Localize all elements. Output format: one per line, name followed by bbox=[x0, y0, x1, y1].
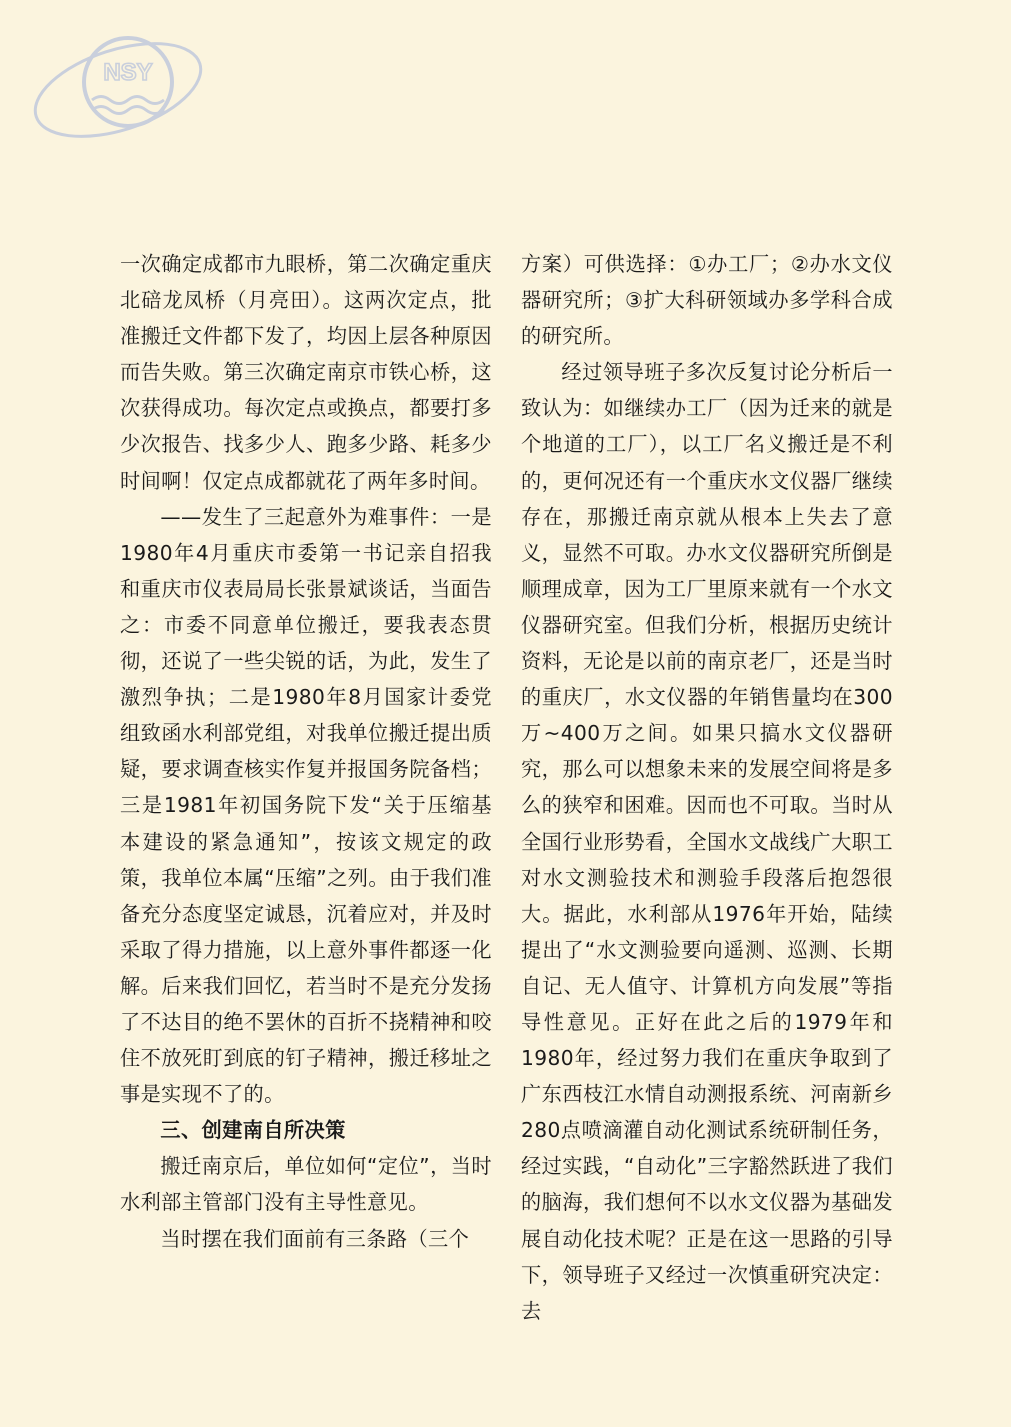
logo-text: NSY bbox=[103, 59, 153, 86]
paragraph: 当时摆在我们面前有三条路（三个 bbox=[160, 1226, 470, 1251]
section-heading: 三、创建南自所决策 bbox=[160, 1118, 346, 1143]
paragraph: 经过领导班子多次反复讨论分析后一致认为：如继续办工厂（因为迁来的就是个地道的工厂），以工厂名义搬迁是不利的，更何况还有一个重庆水文仪器厂继续存在，那搬迁南京就从根本上失去了意义，显然不可取。办水文仪器研究所倒是顺理成章，因为工厂里原来就有一个水文仪器研究室。但我们分析，根据历史统计资料，无论是以前的南京老厂，还是当时的重庆厂，水文仪器的年销售量均在300万~400万之间。如果只搞水文仪器研究，那么可以想象未来的发展空间将是多么的狭窄和困难。因而也不可取。当时从全国行业形势看，全国水文战线广大职工对水文测验技术和测验手段落后抱怨很大。据此，水利部从1976年开始，陆续提出了“水文测验要向遥测、巡测、长期自记、无人值守、计算机方向发展”等指导性意见。正好在此之后的1979年和1980年，经过努力我们在重庆争取到了广东西枝江水情自动测报系统、河南新乡280点喷滴灌自动化测试系统研制任务，经过实践，“自动化”三字豁然跃进了我们的脑海，我们想何不以水文仪器为基础发展自动化技术呢？正是在这一思路的引导下，领导班子又经过一次慎重研究决定：去 bbox=[521, 360, 893, 1323]
left-column bbox=[120, 246, 492, 1257]
paragraph: 方案）可供选择：①办工厂；②办水文仪器研究所；③扩大科研领域办多学科合成的研究所。 bbox=[521, 252, 893, 349]
nsy-logo-icon bbox=[28, 20, 228, 150]
paragraph: 搬迁南京后，单位如何“定位”，当时水利部主管部门没有主导性意见。 bbox=[120, 1154, 492, 1215]
paragraph: ——发生了三起意外为难事件：一是1980年4月重庆市委第一书记亲自招我和重庆市仪表局局长张景斌谈话，当面告之：市委不同意单位搬迁，要我表态贯彻，还说了一些尖锐的话，为此，发生了激烈争执；二是1980年8月国家计委党组致函水利部党组，对我单位搬迁提出质疑，要求调查核实作复并报国务院备档；三是1981年初国务院下发“关于压缩基本建设的紧急通知”，按该文规定的政策，我单位本属“压缩”之列。由于我们准备充分态度坚定诚恳，沉着应对，并及时采取了得力措施，以上意外事件都逐一化解。后来我们回忆，若当时不是充分发扬了不达目的绝不罢休的百折不挠精神和咬住不放死盯到底的钉子精神，搬迁移址之事是实现不了的。 bbox=[120, 504, 492, 1107]
right-column bbox=[521, 246, 893, 1329]
paragraph: 一次确定成都市九眼桥，第二次确定重庆北碚龙凤桥（月亮田）。这两次定点，批准搬迁文件都下发了，均因上层各种原因而告失败。第三次确定南京市铁心桥，这次获得成功。每次定点或换点，都要打多少次报告、找多少人、跑多少路、耗多少时间啊！仅定点成都就花了两年多时间。 bbox=[120, 252, 492, 493]
